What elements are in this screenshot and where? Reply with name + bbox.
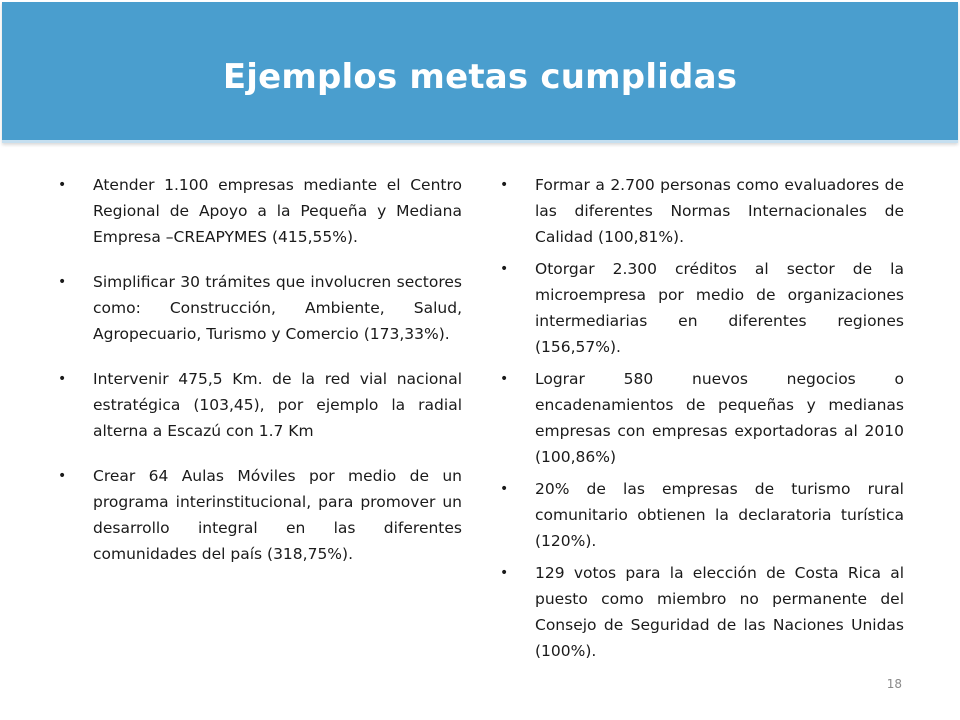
- bullet-icon: •: [500, 261, 509, 277]
- left-column: [58, 172, 462, 586]
- right-bullet-list: [500, 172, 904, 664]
- list-item-text: Crear 64 Aulas Móviles por medio de un programa interinstitucional, para promover un desarrollo integral en las diferentes comunidades del país (318,75%).: [93, 467, 462, 563]
- bullet-icon: •: [500, 371, 509, 387]
- bullet-icon: •: [58, 177, 67, 193]
- bullet-icon: •: [58, 468, 67, 484]
- bullet-icon: •: [58, 274, 67, 290]
- left-bullet-list: [58, 172, 462, 567]
- list-item: [500, 256, 904, 360]
- title-banner: [2, 2, 958, 143]
- bullet-icon: •: [500, 177, 509, 193]
- list-item-text: 129 votos para la elección de Costa Rica al puesto como miembro no permanente del Consejo de Seguridad de las Naciones Unidas (100%).: [535, 564, 904, 660]
- list-item-text: Intervenir 475,5 Km. de la red vial nacional estratégica (103,45), por ejemplo la radial alterna a Escazú con 1.7 Km: [93, 370, 462, 440]
- list-item-text: Lograr 580 nuevos negocios o encadenamientos de pequeñas y medianas empresas con empresas exportadoras al 2010 (100,86%): [535, 370, 904, 466]
- list-item: [58, 172, 462, 250]
- list-item: [500, 476, 904, 554]
- list-item-text: Atender 1.100 empresas mediante el Centro Regional de Apoyo a la Pequeña y Mediana Empresa –CREAPYMES (415,55%).: [93, 176, 462, 246]
- list-item: [500, 366, 904, 470]
- list-item-text: 20% de las empresas de turismo rural comunitario obtienen la declaratoria turística (120%).: [535, 480, 904, 550]
- list-item: [500, 560, 904, 664]
- list-item-text: Otorgar 2.300 créditos al sector de la microempresa por medio de organizaciones intermediarias en diferentes regiones (156,57%).: [535, 260, 904, 356]
- bullet-icon: •: [500, 481, 509, 497]
- list-item: [500, 172, 904, 250]
- list-item: [58, 269, 462, 347]
- right-column: [500, 172, 904, 670]
- list-item-text: Formar a 2.700 personas como evaluadores de las diferentes Normas Internacionales de Calidad (100,81%).: [535, 176, 904, 246]
- list-item: [58, 463, 462, 567]
- bullet-icon: •: [500, 565, 509, 581]
- slide-title: Ejemplos metas cumplidas: [222, 57, 738, 97]
- list-item-text: Simplificar 30 trámites que involucren sectores como: Construcción, Ambiente, Salud, Agropecuario, Turismo y Comercio (173,33%).: [93, 273, 462, 343]
- page-number: 18: [886, 677, 902, 691]
- list-item: [58, 366, 462, 444]
- bullet-icon: •: [58, 371, 67, 387]
